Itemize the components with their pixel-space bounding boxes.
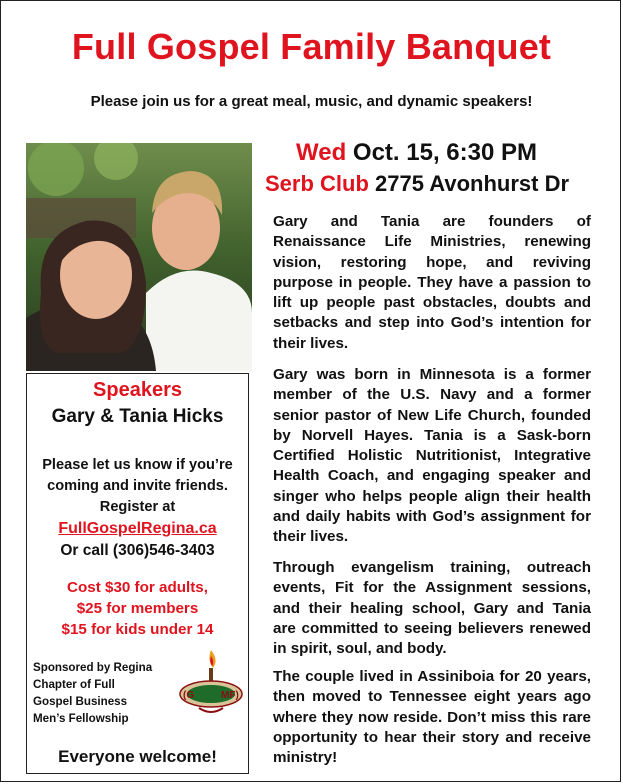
fgbmfi-logo: [177, 646, 245, 722]
sponsor-line-1: Sponsored by Regina: [33, 661, 153, 674]
event-datetime: Oct. 15, 6:30 PM: [352, 139, 537, 166]
price-adults: Cost $30 for adults,: [67, 579, 208, 596]
phone-line: Or call (306)546-3403: [60, 542, 215, 559]
price-members: $25 for members: [76, 600, 199, 617]
price-kids: $15 for kids under 14: [61, 621, 214, 638]
event-venue: [265, 171, 569, 197]
speakers-photo: [26, 143, 252, 371]
event-day: Wed: [296, 139, 347, 166]
fgbmfi-logo-icon: [177, 646, 245, 722]
sidebar-box: [26, 373, 249, 774]
sponsor-text: [33, 659, 183, 727]
price-block: [27, 577, 248, 640]
bio-paragraph-3: Through evangelism training, outreach events, Fit for the Assignment sessions, and their healing school, Gary and Tania are committed to seeing believers renewed in spirit, soul, and body.: [273, 559, 591, 658]
website-link[interactable]: FullGospelRegina.ca: [58, 520, 217, 537]
couple-photo-illustration: [26, 143, 252, 371]
venue-address: 2775 Avonhurst Dr: [375, 171, 570, 196]
everyone-welcome: Everyone welcome!: [58, 747, 217, 766]
sponsor-line-4: Men’s Fellowship: [33, 712, 129, 725]
tagline: Please join us for a great meal, music, and dynamic speakers!: [90, 93, 533, 110]
sponsor-line-3: Gospel Business: [33, 695, 128, 708]
svg-text:(G: (G: [183, 690, 195, 701]
bio-paragraph-4: The couple lived in Assiniboia for 20 years, then moved to Tennessee eight years ago where they now reside. Don’t miss this rare opportunity to hear their story and receive ministry!: [273, 668, 591, 767]
rsvp-block: [27, 455, 248, 561]
rsvp-line-1: Please let us know if you’re: [42, 457, 233, 473]
sponsor-line-2: Chapter of Full: [33, 678, 115, 691]
bio-paragraph-2: Gary was born in Minnesota is a former member of the U.S. Navy and a former senior pastor of New Life Church, founded by Norvell Hayes. Tania is a Sask-born Certified Holistic Nutritionist, Integrative Health Coach, and engaging speaker and singer who helps people align their health and daily habits with God’s assignment for their lives.: [273, 366, 591, 546]
speakers-heading: Speakers: [93, 379, 182, 401]
rsvp-line-3: Register at: [99, 499, 176, 515]
venue-name: Serb Club: [265, 171, 369, 196]
speakers-names: Gary & Tania Hicks: [51, 406, 224, 427]
svg-text:MF): MF): [221, 690, 239, 701]
page-title: Full Gospel Family Banquet: [71, 26, 552, 67]
rsvp-line-2: coming and invite friends.: [47, 478, 228, 494]
event-date: [296, 139, 537, 167]
bio-paragraph-1: Gary and Tania are founders of Renaissance Life Ministries, renewing vision, restoring hope, and reviving purpose in people. They have a passion to lift up people past obstacles, doubts and setbacks and step into God’s intention for their lives.: [273, 213, 591, 352]
